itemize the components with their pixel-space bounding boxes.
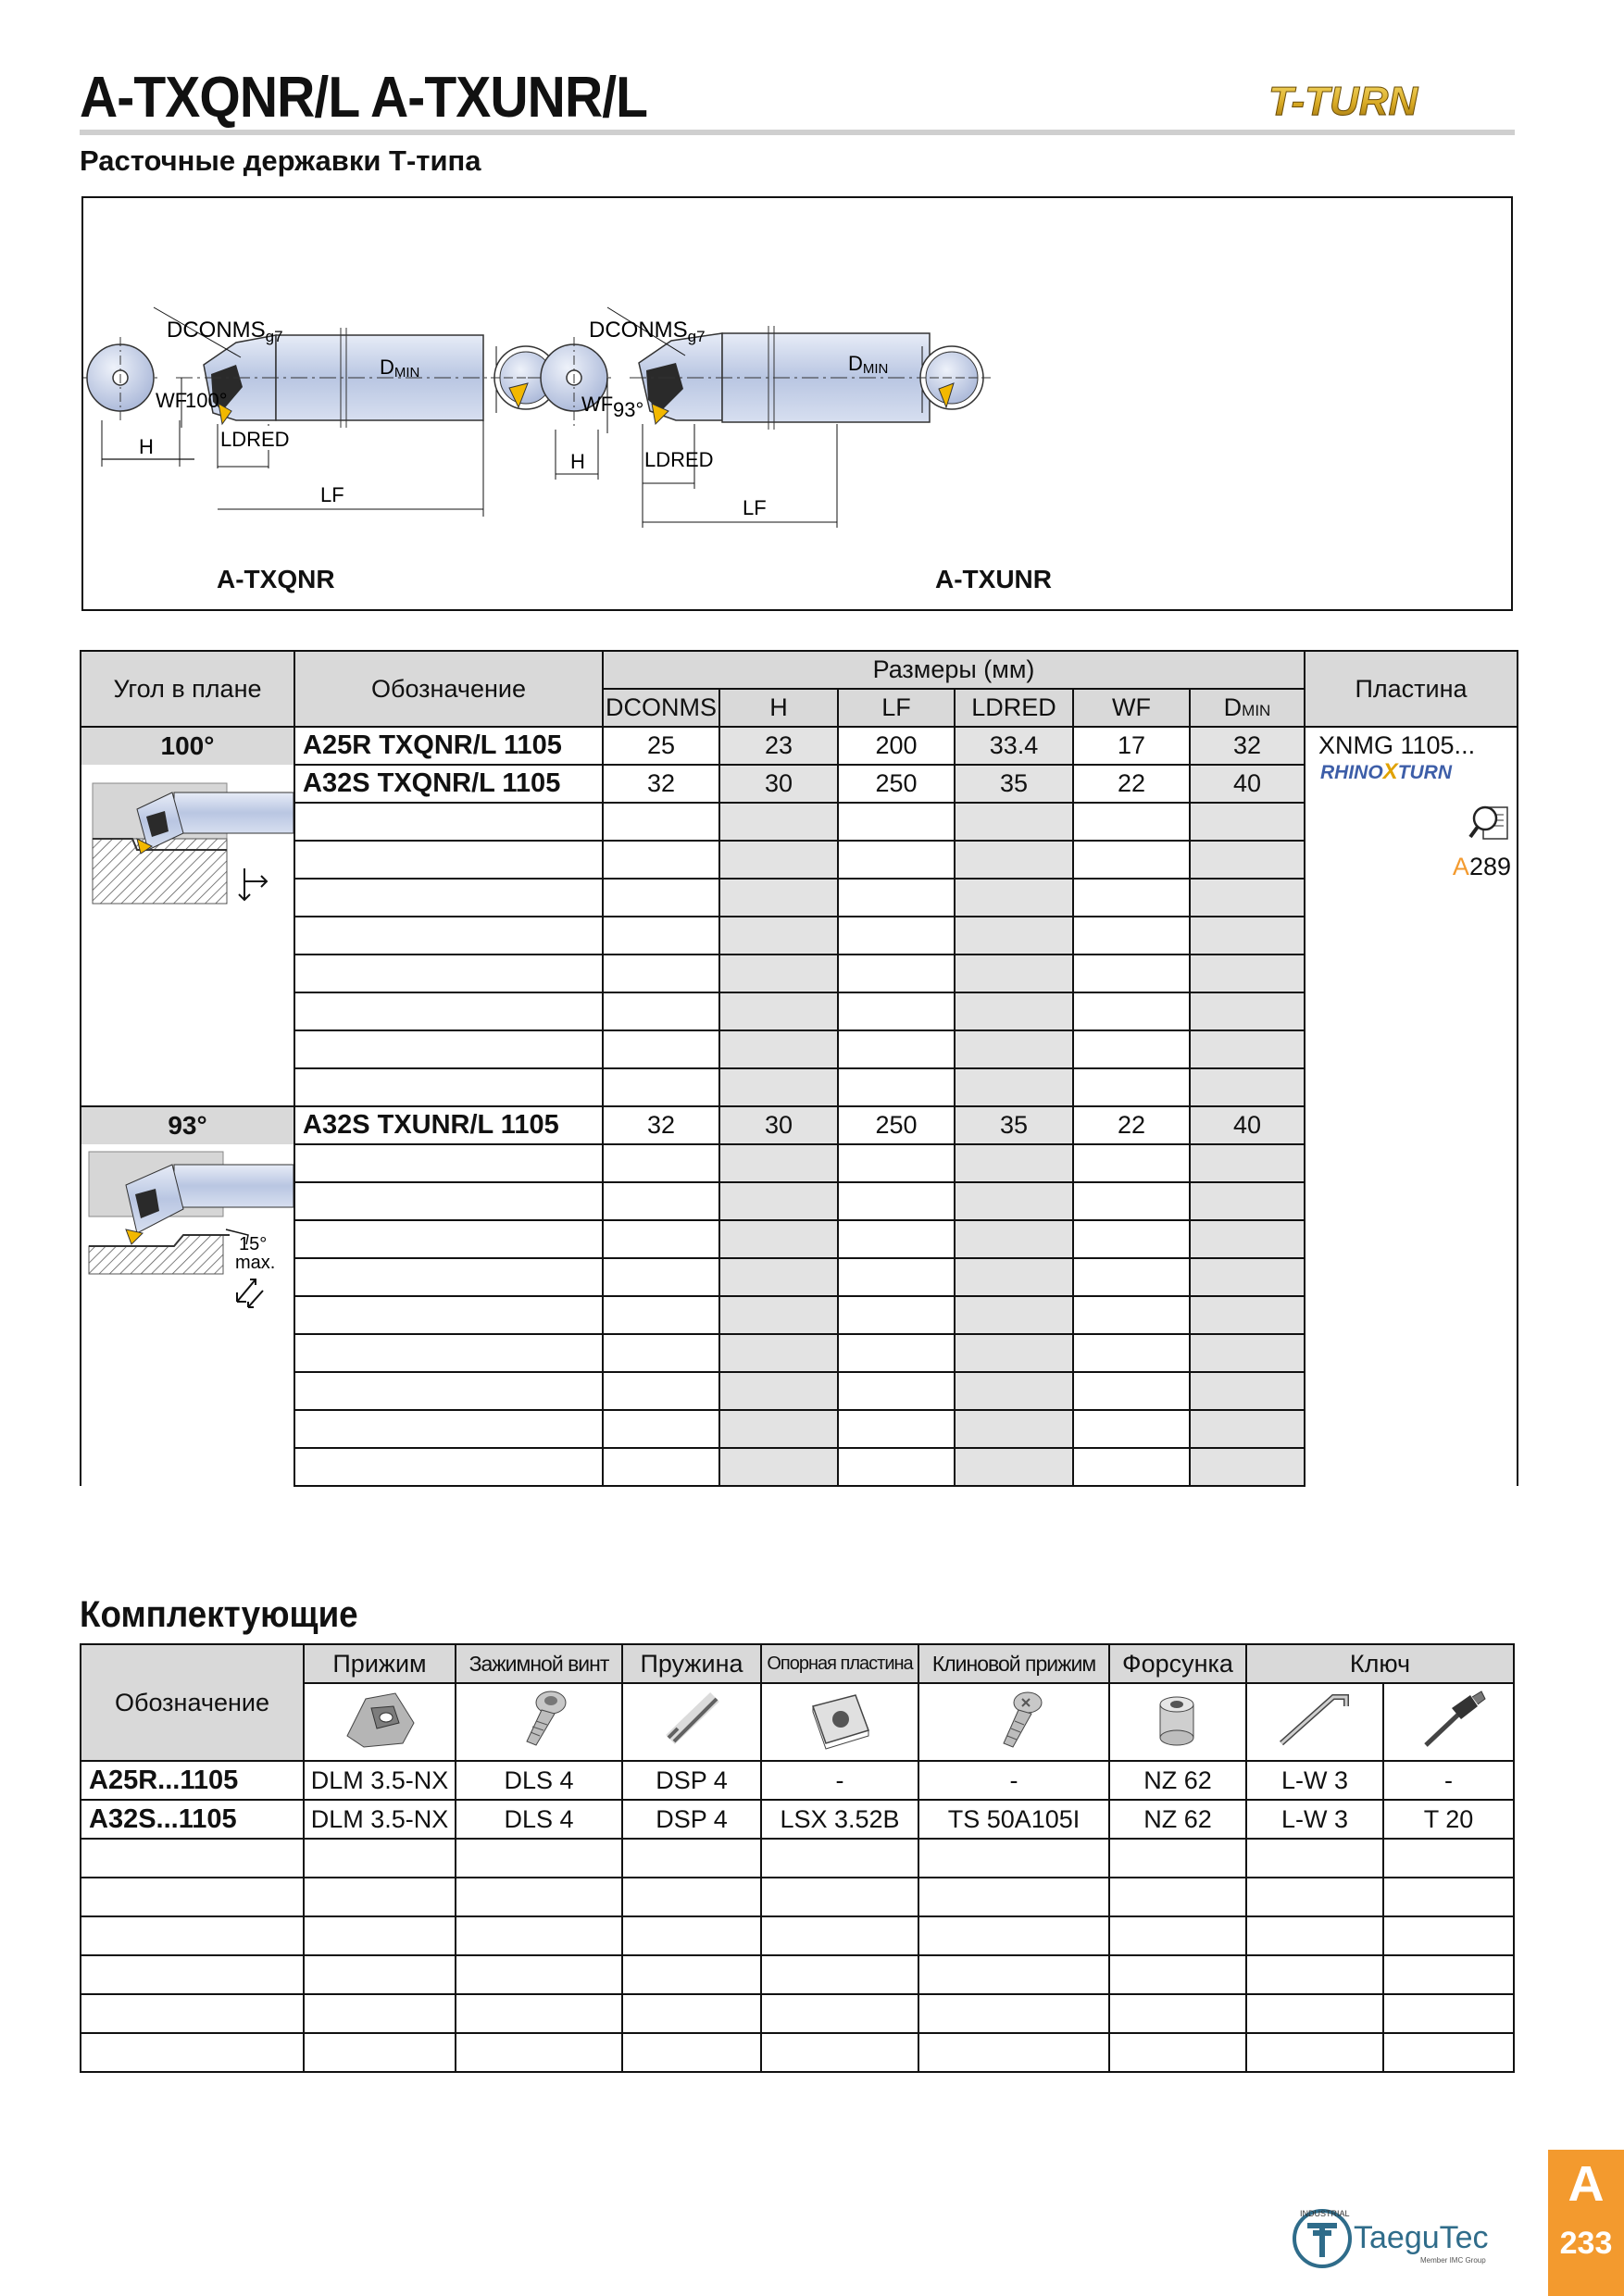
cell-wf: 17 xyxy=(1073,727,1190,765)
page-number: 233 xyxy=(1559,2226,1613,2261)
left-tool-caption: A-TXQNR xyxy=(217,565,335,593)
table-row-empty xyxy=(81,1372,1518,1410)
acc-shim-header: Опорная пластина xyxy=(761,1644,918,1683)
maker-name: TaeguTec xyxy=(1354,2220,1489,2255)
cell-h: 30 xyxy=(719,765,838,803)
svg-text:T-TURN: T-TURN xyxy=(1268,79,1418,124)
col-lf-header: LF xyxy=(838,689,955,727)
shim-icon xyxy=(761,1683,918,1761)
spring-icon xyxy=(622,1683,761,1761)
wedge-screw-icon xyxy=(918,1683,1109,1761)
acc-cell: DLM 3.5-NX xyxy=(304,1800,456,1839)
right-dmin-label: DMIN xyxy=(848,352,889,377)
table-row-empty xyxy=(81,1220,1518,1258)
acc-cell: DSP 4 xyxy=(622,1761,761,1800)
col-designation-header: Обозначение xyxy=(294,651,603,727)
section-letter: A xyxy=(1568,2156,1605,2212)
cell-ldred: 33.4 xyxy=(955,727,1073,765)
svg-text:RHINOXTURN: RHINOXTURN xyxy=(1320,760,1453,784)
cell-dmin: 40 xyxy=(1190,1106,1305,1144)
tool-diagram-panel xyxy=(81,196,1513,611)
cell-dmin: 40 xyxy=(1190,765,1305,803)
left-wf-label: WF xyxy=(156,389,188,412)
table-row-empty xyxy=(81,1182,1518,1220)
col-ldred-header: LDRED xyxy=(955,689,1073,727)
dimensions-header: Размеры (мм) xyxy=(603,651,1305,689)
acc-cell: T 20 xyxy=(1383,1800,1514,1839)
insert-cell-empty xyxy=(1305,1106,1518,1486)
acc-cell: L-W 3 xyxy=(1246,1800,1383,1839)
right-h-label: H xyxy=(570,450,585,473)
acc-clamp-screw-header: Зажимной винт xyxy=(456,1644,622,1683)
col-h-header: H xyxy=(719,689,838,727)
accessories-table xyxy=(80,1643,1515,2073)
acc-clamp-header: Прижим xyxy=(304,1644,456,1683)
clamp-screw-icon xyxy=(456,1683,622,1761)
acc-cell: NZ 62 xyxy=(1109,1761,1246,1800)
table-row-empty xyxy=(81,841,1518,879)
acc-wedge-header: Клиновой прижим xyxy=(918,1644,1109,1683)
table-row-empty xyxy=(81,1068,1518,1106)
title-rule xyxy=(80,130,1515,135)
acc-cell: TS 50A105I xyxy=(918,1800,1109,1839)
allen-key-icon xyxy=(1246,1683,1383,1761)
torx-key-icon xyxy=(1383,1683,1514,1761)
angle-93-label: 93° xyxy=(81,1106,294,1144)
boring-100-operation-icon xyxy=(81,765,294,931)
icon-15-label: 15° xyxy=(239,1234,268,1254)
cell-wf: 22 xyxy=(1073,765,1190,803)
table-row-empty xyxy=(81,879,1518,917)
angle-100-icon-cell xyxy=(81,765,294,1106)
holder-dimension-table xyxy=(80,650,1518,1487)
page-tab xyxy=(1548,2150,1624,2296)
acc-row-designation: A25R...1105 xyxy=(81,1761,304,1800)
acc-designation-header: Обозначение xyxy=(81,1644,304,1761)
icon-max-label: max. xyxy=(235,1253,276,1273)
cell-h: 30 xyxy=(719,1106,838,1144)
acc-nozzle-header: Форсунка xyxy=(1109,1644,1246,1683)
page-subtitle: Расточные державки Т-типа xyxy=(80,144,481,177)
acc-cell: DLS 4 xyxy=(456,1800,622,1839)
table-row-empty xyxy=(81,1410,1518,1448)
right-lf-label: LF xyxy=(743,496,767,519)
left-lf-label: LF xyxy=(320,483,344,506)
acc-cell: DLS 4 xyxy=(456,1761,622,1800)
acc-row-designation: A32S...1105 xyxy=(81,1800,304,1839)
right-angle-label: 93° xyxy=(613,398,644,421)
acc-cell: - xyxy=(1383,1761,1514,1800)
table-row-designation: A32S TXUNR/L 1105 xyxy=(294,1106,603,1144)
right-ldred-label: LDRED xyxy=(644,448,714,471)
acc-spring-header: Пружина xyxy=(622,1644,761,1683)
cell-ldred: 35 xyxy=(955,1106,1073,1144)
acc-cell: LSX 3.52B xyxy=(761,1800,918,1839)
right-tool-caption: A-TXUNR xyxy=(935,565,1052,593)
acc-row-empty xyxy=(81,1994,1514,2033)
rhinoxturn-logo xyxy=(1318,760,1504,786)
table-row-empty xyxy=(81,955,1518,992)
col-wf-header: WF xyxy=(1073,689,1190,727)
page-title: A-TXQNR/L A-TXUNR/L xyxy=(80,66,648,130)
col-dconms-header: DCONMS xyxy=(603,689,719,727)
left-ldred-label: LDRED xyxy=(220,428,290,451)
table-row-designation: A32S TXQNR/L 1105 xyxy=(294,765,603,803)
boring-93-operation-icon xyxy=(81,1144,294,1329)
accessories-title: Комплектующие xyxy=(80,1594,358,1635)
table-row-empty xyxy=(81,1030,1518,1068)
acc-row-empty xyxy=(81,2033,1514,2072)
acc-cell: - xyxy=(918,1761,1109,1800)
cell-dconms: 32 xyxy=(603,1106,719,1144)
table-row-empty xyxy=(81,992,1518,1030)
table-row-empty xyxy=(81,1258,1518,1296)
acc-cell: NZ 62 xyxy=(1109,1800,1246,1839)
nozzle-icon xyxy=(1109,1683,1246,1761)
maker-badge-text: INDUSTRIAL xyxy=(1300,2209,1350,2218)
cell-dmin: 32 xyxy=(1190,727,1305,765)
left-angle-label: 100° xyxy=(185,389,228,412)
page-reference-link[interactable]: A289 xyxy=(1452,853,1511,880)
col-dmin-header: DMIN xyxy=(1190,689,1305,727)
left-h-label: H xyxy=(139,435,154,458)
right-tool-drawing xyxy=(528,307,991,528)
angle-93-icon-cell xyxy=(81,1144,294,1486)
acc-cell: DSP 4 xyxy=(622,1800,761,1839)
cell-lf: 250 xyxy=(838,1106,955,1144)
table-row-empty xyxy=(81,1448,1518,1486)
clamp-icon xyxy=(304,1683,456,1761)
acc-row-empty xyxy=(81,1839,1514,1878)
acc-cell: DLM 3.5-NX xyxy=(304,1761,456,1800)
cell-lf: 250 xyxy=(838,765,955,803)
acc-row-empty xyxy=(81,1916,1514,1955)
right-wf-label: WF xyxy=(581,393,614,416)
acc-row-empty xyxy=(81,1955,1514,1994)
t-turn-logo xyxy=(1265,74,1515,126)
cell-h: 23 xyxy=(719,727,838,765)
table-row-empty xyxy=(81,1334,1518,1372)
table-row-empty xyxy=(81,1296,1518,1334)
maker-subtitle: Member IMC Group xyxy=(1420,2256,1486,2265)
acc-key-header: Ключ xyxy=(1246,1644,1514,1683)
table-row-empty xyxy=(81,917,1518,955)
acc-row-empty xyxy=(81,1878,1514,1916)
insert-name: XNMG 1105... xyxy=(1318,731,1476,759)
table-row-empty xyxy=(81,803,1518,841)
left-dconms-label: $DCONMS_{g7}$ xyxy=(167,318,283,345)
taegutec-logo xyxy=(1289,2196,1520,2270)
magnifier-icon[interactable] xyxy=(1468,802,1511,844)
cell-ldred: 35 xyxy=(955,765,1073,803)
right-dconms-label: $DCONMS_{g7}$ xyxy=(589,318,706,345)
acc-cell: - xyxy=(761,1761,918,1800)
table-row-designation: A25R TXQNR/L 1105 xyxy=(294,727,603,765)
left-dmin-label: DMIN xyxy=(380,356,420,381)
cell-wf: 22 xyxy=(1073,1106,1190,1144)
angle-100-label: 100° xyxy=(81,727,294,765)
tool-drawings xyxy=(83,198,1511,609)
acc-cell: L-W 3 xyxy=(1246,1761,1383,1800)
insert-cell xyxy=(1305,727,1518,1106)
cell-dconms: 25 xyxy=(603,727,719,765)
left-tool-drawing xyxy=(83,307,565,517)
col-angle-header: Угол в плане xyxy=(81,651,294,727)
col-insert-header: Пластина xyxy=(1305,651,1518,727)
cell-dconms: 32 xyxy=(603,765,719,803)
cell-lf: 200 xyxy=(838,727,955,765)
